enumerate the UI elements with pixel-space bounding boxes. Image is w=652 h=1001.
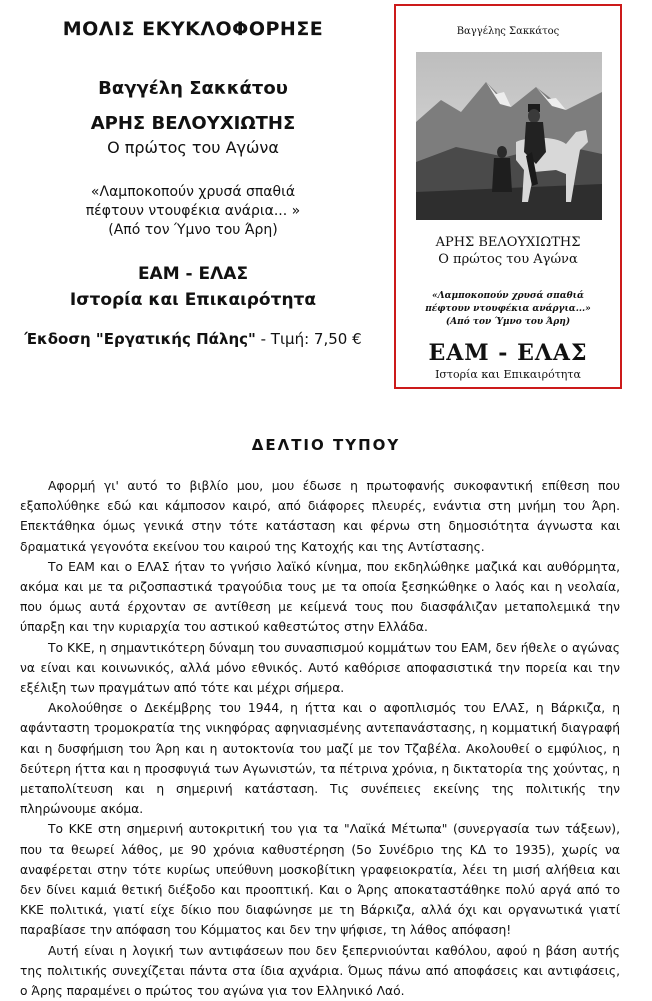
paragraph: Αυτή είναι η λογική των αντιφάσεων που δεν ξεπερνιούνται καθόλου, αφού η βάση αυτής της πολιτικής συνεχίζεται πάντα στα ίδια αχνάρια. Όμως πάνω από αποφάσεις και αντιφάσεις, ο Άρης παραμένει ο πρώτος του αγώνα για τον Ελληνικό Λαό. <box>20 943 620 999</box>
cover-eam: ΕΑΜ - ΕΛΑΣ <box>428 340 588 366</box>
quote <box>0 183 386 240</box>
book-title: ΑΡΗΣ ΒΕΛΟΥΧΙΩΤΗΣ <box>90 113 296 134</box>
cover-quote-line: πέφτουν ντουφέκια ανάργια...» <box>425 304 591 314</box>
cover-quote-source: (Από τον Ύμνο του Άρη) <box>445 317 571 327</box>
cover-quote-line: «Λαμποκοπούν χρυσά σπαθιά <box>432 291 584 301</box>
author-name: Βαγγέλη Σακκάτου <box>98 78 288 99</box>
paragraph: Το ΚΚΕ στη σημερινή αυτοκριτική του για τα "Λαϊκά Μέτωπα" (συνεργασία των τάξεων), που τα θεωρεί λάθος, με 90 χρόνια καθυστέρηση (5ο Συνέδριο της ΚΔ το 1935), χωρίς να αναφέρεται στην τότε κυρίως υπεύθυνη μοσκοβίτικη γραφειοκρατία, λέει τη μισή αλήθεια και δεν δίνει καμιά θετική διέξοδο και προοπτική. Και ο Άρης αποκαταστάθηκε πολύ αργά από το ΚΚΕ πολιτικά, γιατί είχε δίκιο που διαφώνησε με τη Βάρκιζα, αλλά όχι και οργανωτικά γιατί παραβίασε την απόφαση του Κόμματος και δεν την ψήφισε, τη λάθος απόφαση! <box>20 822 620 938</box>
publisher-price <box>0 330 386 348</box>
quote-line: πέφτουν ντουφέκια ανάρια... » <box>85 203 301 219</box>
cover-title-line: ΑΡΗΣ ΒΕΛΟΥΧΙΩΤΗΣ <box>435 235 581 250</box>
cover-photo <box>416 52 602 220</box>
cover-quote <box>396 290 620 329</box>
cover-title <box>396 234 620 268</box>
price: - Τιμή: 7,50 € <box>255 330 362 348</box>
publisher: Έκδοση "Εργατικής Πάλης" <box>24 330 256 348</box>
cover-author: Βαγγέλης Σακκάτος <box>456 26 560 37</box>
paragraph: Ακολούθησε ο Δεκέμβρης του 1944, η ήττα και ο αφοπλισμός του ΕΛΑΣ, η Βάρκιζα, η αφάνταστη τρομοκρατία της νικηφόρας αφηνιασμένης αντεπανάστασης, η κομματική διαγραφή και η δυσφήμιση του Άρη και η αυτοκτονία του μαζί με τον Τζαβέλα. Ακολουθεί ο εμφύλιος, η δεύτερη ήττα και η προσφυγιά των Αγωνιστών, τα πέτρινα χρόνια, η δικτατορία της χούντας, η μεταπολίτευση και η σημερινή κατάσταση. Τις συνέπειες εκείνης της πολιτικής την πληρώνουμε ακόμα. <box>20 701 620 817</box>
press-release-body <box>20 476 620 1001</box>
cover-title-line: Ο πρώτος του Αγώνα <box>438 252 578 267</box>
book-cover <box>394 4 622 389</box>
quote-line: «Λαμποκοπούν χρυσά σπαθιά <box>90 184 296 200</box>
announcement <box>0 18 386 348</box>
paragraph: Αφορμή γι' αυτό το βιβλίο μου, μου έδωσε η πρωτοφανής συκοφαντική επίθεση που εξαπολύθηκε εδώ και κάμποσον καιρό, από διάφορες πλευρές, ενάντια στη μνήμη του Άρη. Επεκτάθηκα όμως γενικά στην τότε κατάσταση και φέρνω στη δημοσιότητα άγνωστα και δραματικά γεγονότα εκείνου του καιρού της Κατοχής και της Αντίστασης. <box>20 479 620 554</box>
press-release-title: ΔΕΛΤΙΟ ΤΥΠΟΥ <box>251 436 401 454</box>
heading: ΜΟΛΙΣ ΕΚΥΚΛΟΦΟΡΗΣΕ <box>62 18 324 40</box>
book-subtitle: Ο πρώτος του Αγώνα <box>107 138 279 157</box>
topic-subtitle: Ιστορία και Επικαιρότητα <box>69 290 317 310</box>
paragraph: Το ΚΚΕ, η σημαντικότερη δύναμη του συνασπισμού κομμάτων του ΕΑΜ, δεν ήθελε ο αγώνας να είναι και κοινωνικός, αλλά μόνο εθνικός. Αυτό καθόρισε αποφασιστικά την πορεία και την εξέλιξη των πραγμάτων από τότε και μέχρι σήμερα. <box>20 640 620 696</box>
paragraph: Το ΕΑΜ και ο ΕΛΑΣ ήταν το γνήσιο λαϊκό κίνημα, που εκδηλώθηκε μαζικά και αυθόρμητα, ακόμα και με τα ριζοσπαστικά τραγούδια τους με τα οποία ξεσηκώθηκε ο λαός και η νεολαία, που όμως αυτά έρχονταν σε αντίθεση με κείμενά τους που διασφάλιζαν μεταπολεμικά την ύπαρξη και την κυριαρχία του αστικού καθεστώτος στην Ελλάδα. <box>20 559 620 635</box>
cover-subtitle: Ιστορία και Επικαιρότητα <box>435 368 581 381</box>
topic-title: ΕΑΜ - ΕΛΑΣ <box>137 264 249 284</box>
quote-source: (Από τον Ύμνο του Άρη) <box>108 222 278 238</box>
